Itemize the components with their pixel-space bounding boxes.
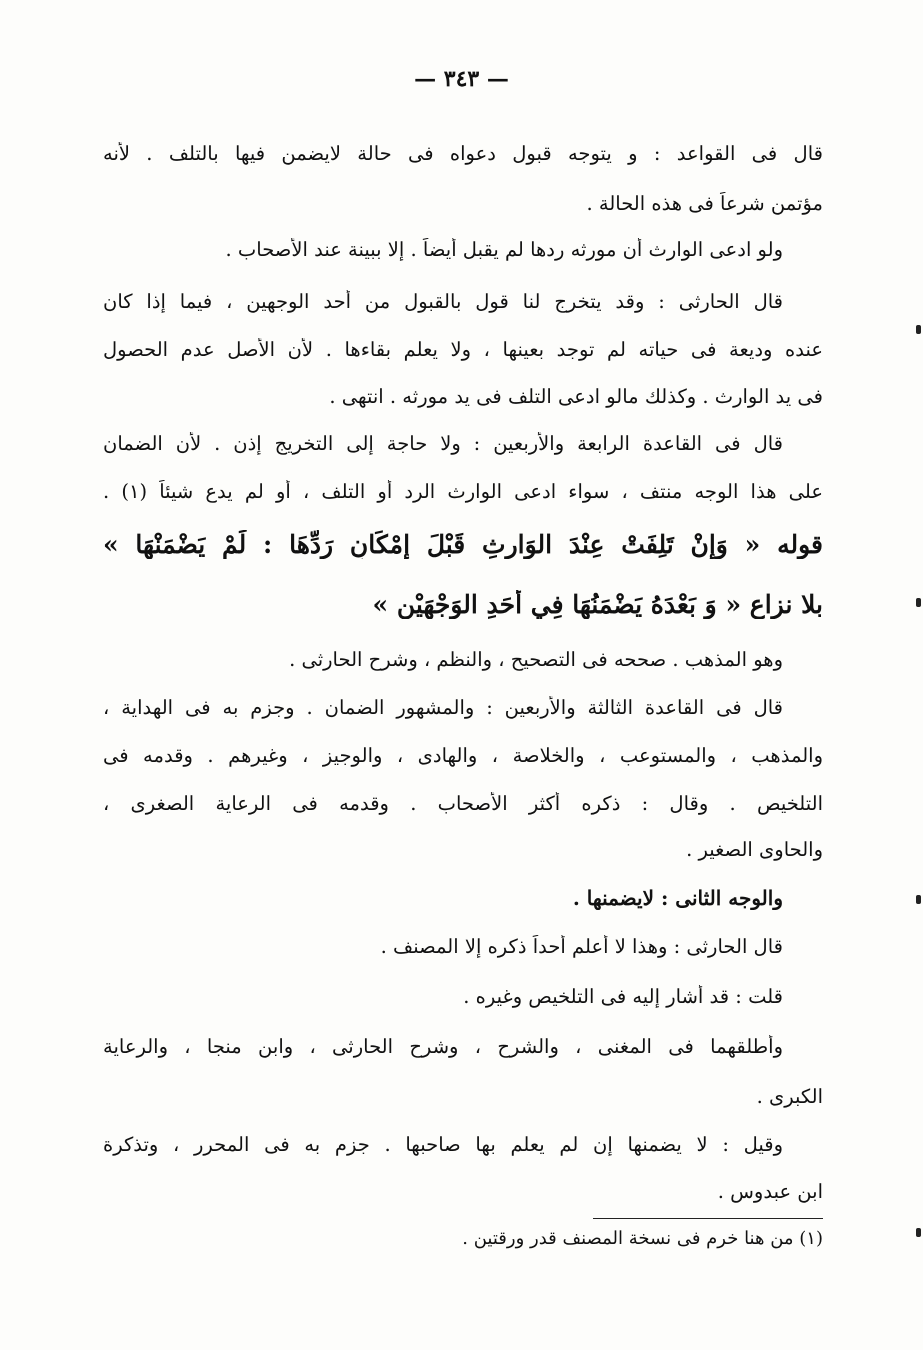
- footnote: (١) من هنا خرم فى نسخة المصنف قدر ورقتين .: [462, 1228, 823, 1249]
- text-line: ولو ادعى الوارث أن مورثه ردها لم يقبل أيضاً . إلا ببينة عند الأصحاب .: [225, 238, 783, 261]
- text-line: ابن عبدوس .: [717, 1180, 823, 1203]
- text-line: الكبرى .: [756, 1085, 823, 1108]
- text-line: قال الحارثى : وقد يتخرج لنا قول بالقبول من أحد الوجهين ، فيما إذا كان: [103, 290, 783, 313]
- margin-mark: [916, 325, 921, 334]
- text-line: قال الحارثى : وهذا لا أعلم أحداً ذكره إلا المصنف .: [380, 935, 783, 958]
- text-line: والحاوى الصغير .: [686, 838, 823, 861]
- text-line: قال فى القواعد : و يتوجه قبول دعواه فى حالة لايضمن فيها بالتلف . لأنه: [103, 142, 823, 165]
- text-line: على هذا الوجه منتف ، سواء ادعى الوارث الرد أو التلف ، أو لم يدع شيئاً (١) .: [103, 480, 823, 503]
- margin-mark: [916, 1228, 921, 1237]
- text-line: وأطلقهما فى المغنى ، والشرح ، وشرح الحارثى ، وابن منجا ، والرعاية: [103, 1035, 783, 1058]
- margin-mark: [916, 598, 921, 607]
- quoted-verse: قوله « وَإِنْ تَلِفَتْ عِنْدَ الوَارِثِ قَبْلَ إِمْكَانِ رَدِّهَا : لَمْ يَضْمَنْهَا »: [103, 530, 823, 559]
- text-line: فى يد الوارث . وكذلك مالو ادعى التلف فى يد مورثه . انتهى .: [329, 385, 823, 408]
- text-line: وهو المذهب . صححه فى التصحيح ، والنظم ، وشرح الحارثى .: [289, 648, 783, 671]
- text-line: قلت : قد أشار إليه فى التلخيص وغيره .: [463, 985, 783, 1008]
- section-subheading: والوجه الثانى : لايضمنها .: [572, 886, 783, 910]
- text-line: مؤتمن شرعاً فى هذه الحالة .: [586, 192, 823, 215]
- page-number: — ٣٤٣ —: [414, 66, 509, 92]
- text-line: عنده وديعة فى حياته لم توجد بعينها ، ولا يعلم بقاءها . لأن الأصل عدم الحصول: [103, 338, 823, 361]
- text-line: والمذهب ، والمستوعب ، والخلاصة ، والهادى ، والوجيز ، وغيرهم . وقدمه فى: [103, 744, 823, 767]
- text-line: التلخيص . وقال : ذكره أكثر الأصحاب . وقدمه فى الرعاية الصغرى ،: [103, 792, 823, 815]
- margin-mark: [916, 895, 921, 904]
- text-line: قال فى القاعدة الرابعة والأربعين : ولا حاجة إلى التخريج إذن . لأن الضمان: [103, 432, 783, 455]
- footnote-divider: [593, 1218, 823, 1219]
- text-line: وقيل : لا يضمنها إن لم يعلم بها صاحبها . جزم به فى المحرر ، وتذكرة: [103, 1133, 783, 1156]
- quoted-verse: بلا نزاع « وَ بَعْدَهُ يَضْمَنُهَا فِي أَحَدِ الوَجْهَيْنِ »: [372, 590, 823, 619]
- text-line: قال فى القاعدة الثالثة والأربعين : والمشهور الضمان . وجزم به فى الهداية ،: [103, 696, 783, 719]
